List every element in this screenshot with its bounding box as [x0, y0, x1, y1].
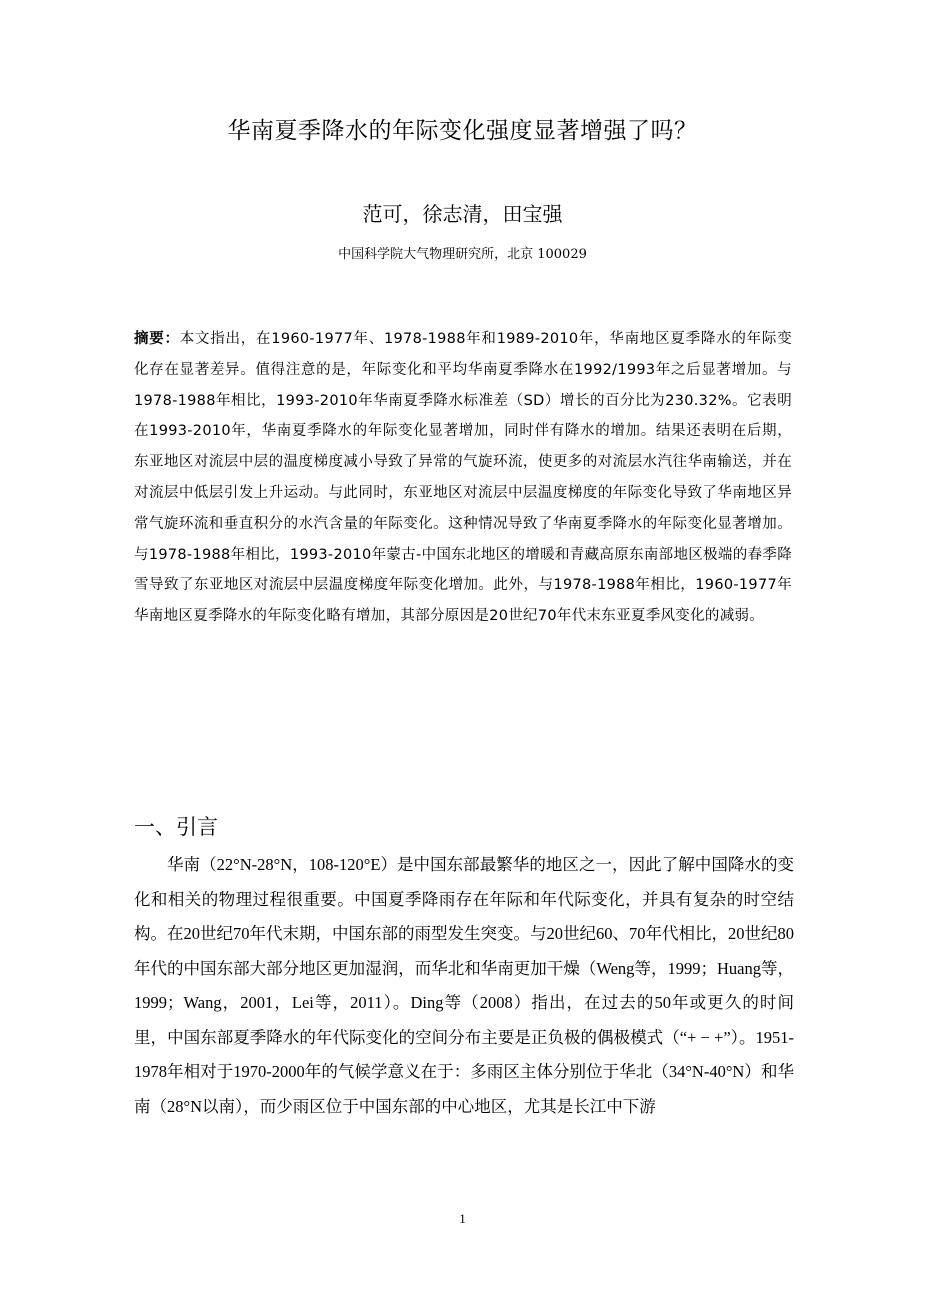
- author-list: 范可，徐志清，田宝强: [362, 202, 563, 226]
- section-heading-introduction: 一、引言: [134, 815, 218, 839]
- abstract: [134, 324, 792, 632]
- paper-title: 华南夏季降水的年际变化强度显著增强了吗？: [227, 118, 698, 144]
- affiliation: 中国科学院大气物理研究所，北京 100029: [338, 247, 587, 262]
- abstract-text: 本文指出，在1960-1977年、1978-1988年和1989-2010年，华南地区夏季降水的年际变化存在显著差异。值得注意的是，年际变化和平均华南夏季降水在1992/1993年之后显著增加。与1978-1988年相比，1993-2010年华南夏季降水标准差（SD）增长的百分比为230.32%。它表明在1993-2010年，华南夏季降水的年际变化显著增加，同时伴有降水的增加。结果还表明在后期，东亚地区对流层中层的温度梯度减小导致了异常的气旋环流，使更多的对流层水汽往华南输送，并在对流层中低层引发上升运动。与此同时，东亚地区对流层中层温度梯度的年际变化导致了华南地区异常气旋环流和垂直积分的水汽含量的年际变化。这种情况导致了华南夏季降水的年际变化显著增加。与1978-1988年相比，1993-2010年蒙古-中国东北地区的增暖和青藏高原东南部地区极端的春季降雪导致了东亚地区对流层中层温度梯度年际变化增加。此外，与1978-1988年相比，1960-1977年华南地区夏季降水的年际变化略有增加，其部分原因是20世纪70年代末东亚夏季风变化的减弱。: [134, 331, 792, 625]
- abstract-label: 摘要：: [134, 331, 180, 347]
- page-number: 1: [459, 1211, 466, 1226]
- intro-paragraph: 华南（22°N-28°N，108-120°E）是中国东部最繁华的地区之一，因此了解中国降水的变化和相关的物理过程很重要。中国夏季降雨存在年际和年代际变化，并具有复杂的时空结构。在20世纪70年代末期，中国东部的雨型发生突变。与20世纪60、70年代相比，20世纪80年代的中国东部大部分地区更加湿润，而华北和华南更加干燥（Weng等，1999；Huang等，1999；Wang，2001，Lei等，2011）。Ding等（2008）指出，在过去的50年或更久的时间里，中国东部夏季降水的年代际变化的空间分布主要是正负极的偶极模式（“+ − +”）。1951-1978年相对于1970-2000年的气候学意义在于：多雨区主体分别位于华北（34°N-40°N）和华南（28°N以南），而少雨区位于中国东部的中心地区，尤其是长江中下游: [134, 855, 794, 1116]
